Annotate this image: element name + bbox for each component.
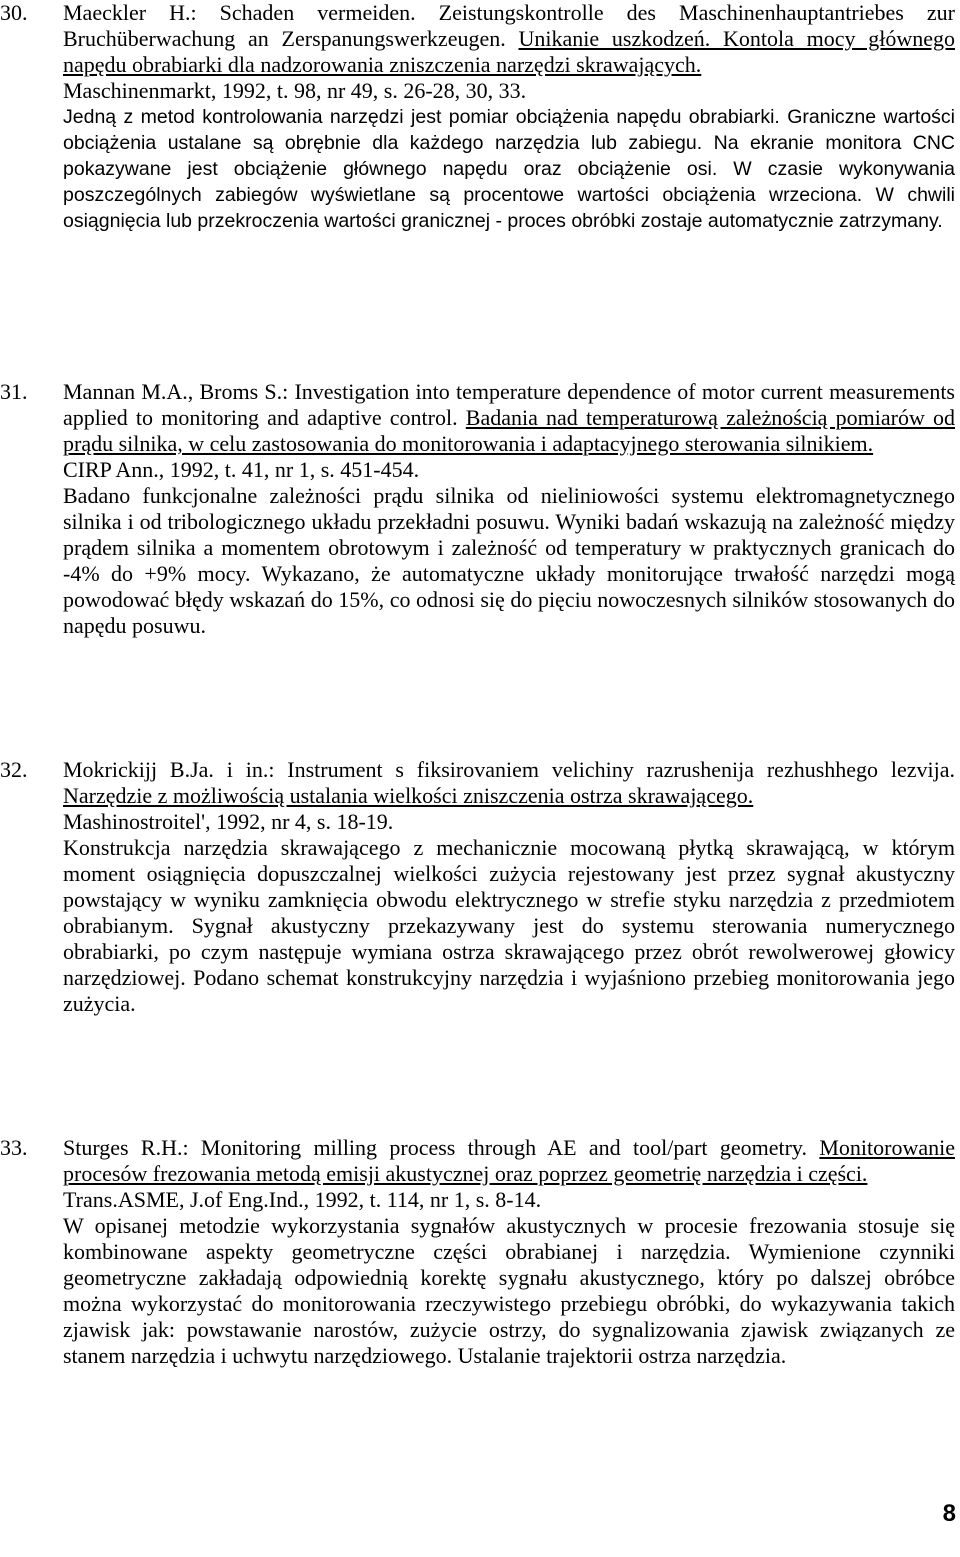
- entry-abstract: W opisanej metodzie wykorzystania sygnałów akustycznych w procesie frezowania stosuje się kombinowane aspekty geometryczne części obrabianej i narzędzia. Wymienione czynniki geometryczne zakładają odpowiednią korektę sygnału akustycznego, który po dalszej obróbce można wykorzystać do monitorowania rzeczywistego przebiegu obróbki, do wykazywania takich zjawisk jak: powstawanie narostów, zużycie ostrzy, do sygnalizowania zjawisk związanych ze stanem narzędzia i uchwytu narzędziowego. Ustalanie trajektorii ostrza narzędzia.: [63, 1213, 955, 1368]
- entry-title-pl: Monitorowanie procesów frezowania metodą emisji akustycznej oraz poprzez geometrię narzędzia i części.: [63, 1135, 955, 1186]
- entry-number: 32.: [0, 757, 28, 782]
- entry-reference: Maeckler H.: Schaden vermeiden. Zeistungskontrolle des Maschinenhauptantriebes zur Bruchüberwachung an Zerspanungswerkzeugen.: [63, 0, 955, 51]
- entry-source: Maschinenmarkt, 1992, t. 98, nr 49, s. 26-28, 30, 33.: [63, 78, 527, 103]
- entry-source: Mashinostroitel', 1992, nr 4, s. 18-19.: [63, 809, 394, 834]
- entry-source: Trans.ASME, J.of Eng.Ind., 1992, t. 114, nr 1, s. 8-14.: [63, 1187, 542, 1212]
- entry-title-pl: Badania nad temperaturową zależnością pomiarów od prądu silnika, w celu zastosowania do monitorowania i adaptacyjnego sterowania silnikiem.: [63, 405, 955, 456]
- entry-abstract: Konstrukcja narzędzia skrawającego z mechanicznie mocowaną płytką skrawającą, w którym moment osiągnięcia dopuszczalnej wielkości zużycia rejestowany jest przez sygnał akustyczny powstający w wyniku zamknięcia obwodu elektrycznego w strefie styku narzędzia z przedmiotem obrabianym. Sygnał akustyczny przekazywany jest do systemu sterowania numerycznego obrabiarki, po czym następuje wymiana ostrza skrawającego przez obrót rewolwerowej głowicy narzędziowej. Podano schemat konstrukcyjny narzędzia i wyjaśniono przebieg monitorowania jego zużycia.: [63, 835, 955, 1016]
- entry-number: 31.: [0, 379, 28, 404]
- entry-reference: Sturges R.H.: Monitoring milling process through AE and tool/part geometry.: [63, 1135, 808, 1160]
- page-number: 8: [942, 1500, 956, 1527]
- entry-source: CIRP Ann., 1992, t. 41, nr 1, s. 451-454.: [63, 457, 420, 482]
- entry-abstract: Jedną z metod kontrolowania narzędzi jest pomiar obciążenia napędu obrabiarki. Graniczne wartości obciążenia ustalane są obrębnie dla każdego narzędzia lub zabiegu. Na ekranie monitora CNC pokazywane jest obciążenie głównego napędu oraz obciążenie osi. W czasie wykonywania poszczególnych zabiegów wyświetlane są procentowe wartości obciążenia wrzeciona. W chwili osiągnięcia lub przekroczenia wartości granicznej - proces obróbki zostaje automatycznie zatrzymany.: [63, 106, 955, 232]
- entry-body: [63, 0, 955, 234]
- entry-body: [63, 379, 955, 639]
- entry-title-pl: Narzędzie z możliwością ustalania wielkości zniszczenia ostrza skrawającego.: [63, 783, 754, 808]
- entry-abstract: Badano funkcjonalne zależności prądu silnika od nieliniowości systemu elektromagnetycznego silnika i od tribologicznego układu przekładni posuwu. Wyniki badań wskazują na zależność między prądem silnika a momentem obrotowym i zależność od temperatury w praktycznych granicach do -4% do +9% mocy. Wykazano, że automatyczne układy monitorujące trwałość narzędzi mogą powodować błędy wskazań do 15%, co odnosi się do pięciu nowoczesnych silników stosowanych do napędu posuwu.: [63, 483, 955, 638]
- entry-reference: Mokrickijj B.Ja. i in.: Instrument s fiksirovaniem velichiny razrushenija rezhushhego lezvija.: [63, 757, 955, 782]
- entry-body: [63, 1135, 955, 1369]
- entry-body: [63, 757, 955, 1017]
- entry-number: 30.: [0, 0, 28, 25]
- entry-title-pl: Unikanie uszkodzeń. Kontola mocy głównego napędu obrabiarki dla nadzorowania zniszczenia narzędzi skrawających.: [63, 26, 955, 77]
- entry-reference: Mannan M.A., Broms S.: Investigation into temperature dependence of motor current measurements applied to monitoring and adaptive control.: [63, 379, 955, 430]
- entry-number: 33.: [0, 1135, 28, 1160]
